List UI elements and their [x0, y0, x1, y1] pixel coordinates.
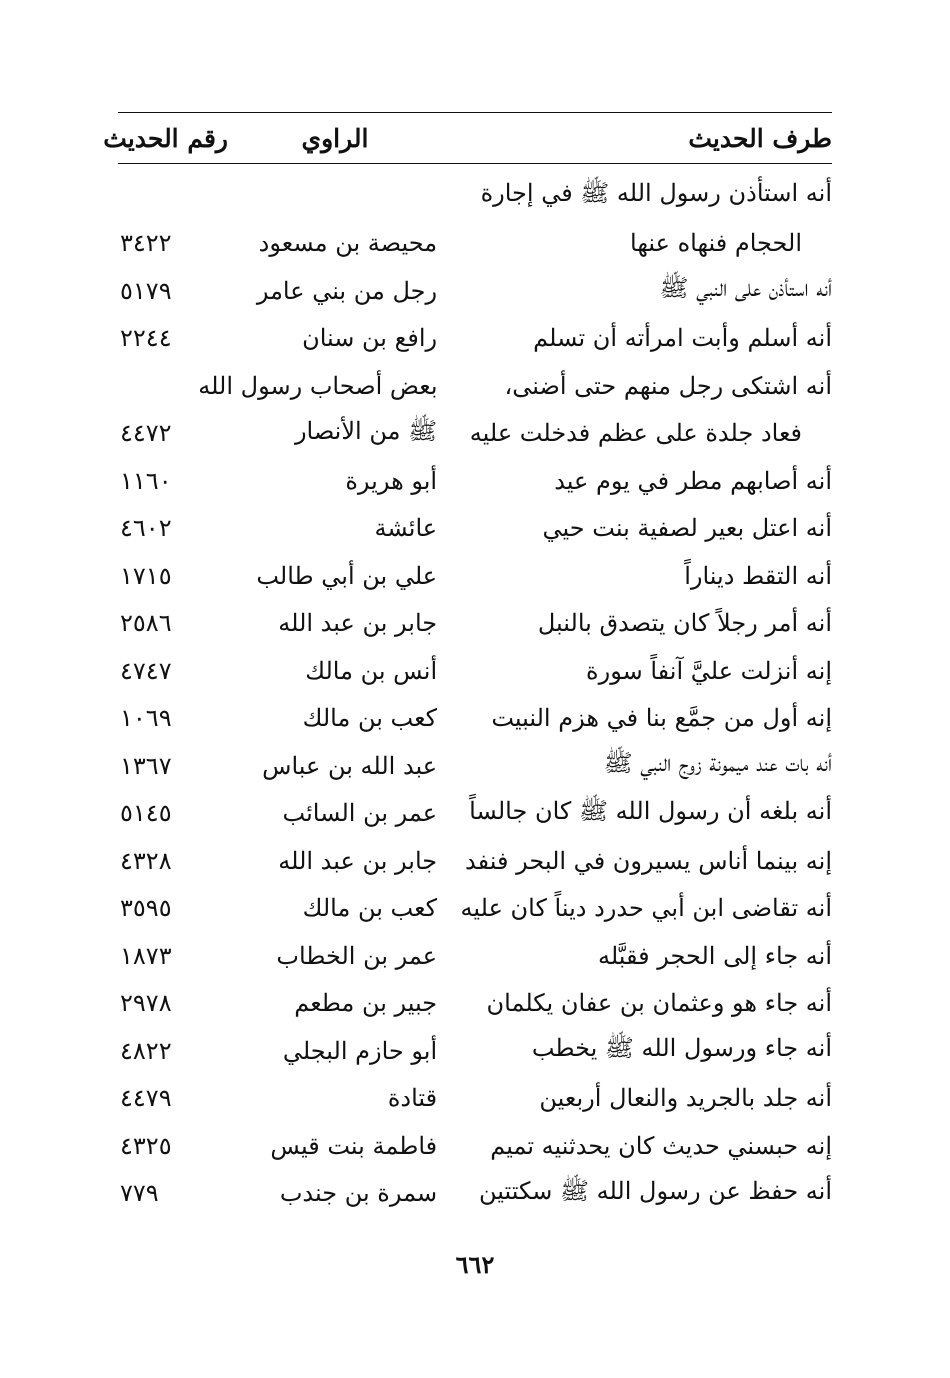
hadith-number: ٣٥٩٥ — [120, 894, 172, 923]
header-narrator: الراوي — [301, 123, 369, 153]
hadith-number: ٥١٧٩ — [120, 276, 172, 305]
narrator: رجل من بني عامر — [256, 276, 438, 305]
hadith-text: فعاد جلدة على عظم فدخلت عليه — [469, 419, 802, 448]
hadith-number: ٥١٤٥ — [120, 799, 172, 828]
table-row — [118, 600, 832, 648]
table-row — [118, 742, 832, 790]
narrator: محيصة بن مسعود — [258, 229, 438, 258]
hadith-text: إنه أول من جمَّع بنا في هزم النبيت — [491, 704, 832, 733]
hadith-text: أنه حفظ عن رسول الله ﷺ سكتتين — [478, 1176, 832, 1205]
narrator: عمر بن السائب — [282, 799, 438, 828]
table-row — [118, 172, 832, 220]
hadith-text: أنه تقاضى ابن أبي حدرد ديناً كان عليه — [460, 894, 832, 923]
narrator: بعض أصحاب رسول الله — [198, 371, 438, 400]
hadith-text: إنه أنزلت عليَّ آنفاً سورة — [586, 656, 832, 685]
narrator: عائشة — [374, 514, 438, 543]
hadith-number: ٤٤٧٢ — [120, 419, 172, 448]
hadith-number: ٢٩٧٨ — [120, 989, 172, 1018]
hadith-text: إنه حبسني حديث كان يحدثنيه تميم — [490, 1131, 832, 1160]
table-row — [118, 552, 832, 600]
hadith-text: أنه اعتل بعير لصفية بنت حيي — [542, 514, 832, 543]
table-row — [118, 220, 832, 268]
narrator: فاطمة بنت قيس — [270, 1131, 438, 1160]
page-number: ٦٦٢ — [455, 1250, 495, 1279]
narrator: عبد الله بن عباس — [262, 751, 438, 780]
hadith-text: إنه بينما أناس يسيرون في البحر فنفد — [465, 846, 832, 875]
table-row — [118, 932, 832, 980]
narrator: جابر بن عبد الله — [278, 846, 438, 875]
index-table-body — [118, 172, 832, 1217]
table-row — [118, 1170, 832, 1218]
table-row — [118, 362, 832, 410]
narrator: عمر بن الخطاب — [276, 941, 438, 970]
hadith-number: ٤٧٤٧ — [120, 656, 172, 685]
table-row — [118, 647, 832, 695]
header-hadith-text: طرف الحديث — [688, 123, 832, 153]
table-row — [118, 837, 832, 885]
narrator: جابر بن عبد الله — [278, 609, 438, 638]
hadith-number: ١٠٦٩ — [120, 704, 172, 733]
hadith-text: أنه أسلم وأبت امرأته أن تسلم — [533, 324, 832, 353]
table-row — [118, 505, 832, 553]
hadith-number: ٤٣٢٨ — [120, 846, 172, 875]
table-row — [118, 315, 832, 363]
narrator: رافع بن سنان — [302, 324, 438, 353]
hadith-text: أنه أصابهم مطر في يوم عيد — [554, 466, 832, 495]
hadith-number: ٧٧٩ — [120, 1179, 159, 1208]
index-page — [103, 112, 832, 1217]
table-row — [118, 1075, 832, 1123]
hadith-text: أنه بلغه أن رسول الله ﷺ كان جالساً — [469, 796, 832, 825]
narrator: علي بن أبي طالب — [256, 561, 438, 590]
hadith-number: ٢٢٤٤ — [120, 324, 172, 353]
hadith-number: ١٣٦٧ — [120, 751, 172, 780]
hadith-number: ٣٤٢٢ — [120, 229, 172, 258]
narrator: جبير بن مطعم — [294, 989, 438, 1018]
hadith-text: الحجام فنهاه عنها — [630, 229, 802, 258]
narrator: أبو هريرة — [345, 466, 438, 495]
table-row — [118, 1122, 832, 1170]
narrator: ﷺ من الأنصار — [294, 416, 438, 445]
table-row — [118, 457, 832, 505]
hadith-number: ٤٨٢٢ — [120, 1036, 172, 1065]
narrator: كعب بن مالك — [302, 704, 438, 733]
hadith-number: ٤٣٢٥ — [120, 1131, 172, 1160]
hadith-number: ١٧١٥ — [120, 561, 172, 590]
hadith-text: أنه التقط ديناراً — [684, 561, 832, 590]
hadith-number: ٤٤٧٩ — [120, 1084, 172, 1113]
hadith-text: أنه جاء ورسول الله ﷺ يخطب — [531, 1034, 832, 1063]
hadith-text: أنه جلد بالجريد والنعال أربعين — [539, 1084, 832, 1113]
hadith-text: أنه أمر رجلاً كان يتصدق بالنبل — [537, 609, 832, 638]
table-header — [103, 113, 832, 164]
table-row — [118, 980, 832, 1028]
hadith-number: ٢٥٨٦ — [120, 609, 172, 638]
narrator: أبو حازم البجلي — [282, 1036, 438, 1065]
table-row — [118, 790, 832, 838]
narrator: أنس بن مالك — [305, 656, 438, 685]
hadith-number: ٤٦٠٢ — [120, 514, 172, 543]
narrator: سمرة بن جندب — [279, 1179, 438, 1208]
hadith-text: أنه استأذن على النبي ﷺ — [659, 274, 832, 303]
hadith-text: أنه اشتكى رجل منهم حتى أضنى، — [504, 371, 832, 400]
table-row — [118, 1027, 832, 1075]
hadith-text: أنه استأذن رسول الله ﷺ في إجارة — [480, 179, 832, 208]
table-row — [118, 885, 832, 933]
table-row — [118, 410, 832, 458]
narrator: كعب بن مالك — [302, 894, 438, 923]
narrator: قتادة — [387, 1084, 438, 1113]
hadith-number: ١١٦٠ — [120, 466, 172, 495]
header-hadith-number: رقم الحديث — [103, 123, 228, 153]
table-row — [118, 695, 832, 743]
hadith-text: أنه بات عند ميمونة زوج النبي ﷺ — [603, 749, 832, 778]
hadith-text: أنه جاء إلى الحجر فقبَّله — [597, 941, 832, 970]
table-row — [118, 267, 832, 315]
hadith-number: ١٨٧٣ — [120, 941, 172, 970]
hadith-text: أنه جاء هو وعثمان بن عفان يكلمان — [486, 989, 832, 1018]
